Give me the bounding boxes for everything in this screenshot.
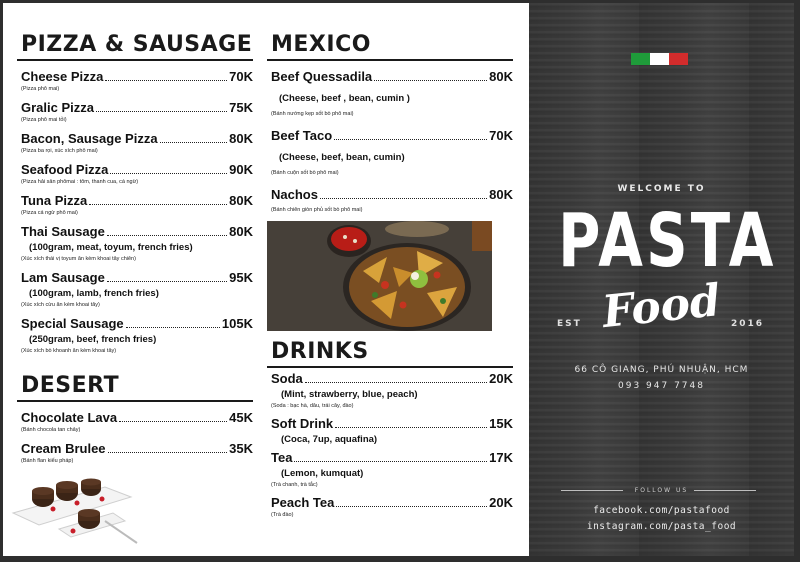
item-subtitle: (Pizza phô mai tỏi) bbox=[21, 117, 67, 123]
address: 66 CÔ GIANG, PHÚ NHUẬN, HCM bbox=[574, 365, 749, 375]
item-price: 80K bbox=[229, 193, 253, 208]
item-description: (100gram, meat, toyum, french fries) bbox=[29, 242, 193, 253]
section-title-desert: DESERT bbox=[17, 374, 253, 402]
item-name: Soda bbox=[271, 371, 303, 386]
menu-item-seafood-pizza bbox=[17, 162, 253, 186]
item-subtitle: (Pizza cá ngừ phô mai) bbox=[21, 210, 78, 216]
pizza-sausage-section bbox=[17, 33, 253, 61]
nachos-photo bbox=[267, 221, 492, 331]
item-price: 45K bbox=[229, 410, 253, 425]
instagram-link[interactable]: instagram.com/pasta_food bbox=[586, 521, 737, 532]
follow-us-label: FOLLOW US bbox=[634, 487, 689, 494]
item-price: 20K bbox=[489, 495, 513, 510]
item-subtitle: (Bánh chiên giòn phủ sốt bò phô mai) bbox=[271, 207, 363, 213]
menu-item-bacon-sausage-pizza bbox=[17, 131, 253, 155]
item-price: 75K bbox=[229, 100, 253, 115]
item-description: (Mint, strawberry, blue, peach) bbox=[281, 389, 418, 400]
menu-item-soft-drink bbox=[267, 416, 513, 446]
item-name: Soft Drink bbox=[271, 416, 334, 431]
item-name: Chocolate Lava bbox=[21, 410, 118, 425]
section-title-pizza: PIZZA & SAUSAGE bbox=[17, 33, 253, 61]
mexico-section bbox=[267, 33, 513, 61]
item-name: Cheese Pizza bbox=[21, 69, 104, 84]
item-subtitle: (Bánh cuộn sốt bò phô mai) bbox=[271, 170, 339, 176]
menu-item-beef-taco bbox=[267, 128, 513, 177]
menu-item-beef-quessadila bbox=[267, 69, 513, 118]
item-price: 80K bbox=[229, 131, 253, 146]
item-subtitle: (Pizza phô mai) bbox=[21, 86, 60, 92]
menu-item-lam-sausage bbox=[17, 270, 253, 309]
item-name: Nachos bbox=[271, 187, 318, 202]
item-price: 17K bbox=[489, 450, 513, 465]
item-subtitle: (Bánh nướng kẹp sốt bò phô mai) bbox=[271, 111, 354, 117]
item-price: 80K bbox=[489, 187, 513, 202]
item-name: Thai Sausage bbox=[21, 224, 105, 239]
welcome-text: WELCOME TO bbox=[617, 184, 706, 194]
item-price: 70K bbox=[489, 128, 513, 143]
item-name: Tea bbox=[271, 450, 293, 465]
item-subtitle: (Pizza ba rọi, xúc xích phô mai) bbox=[21, 148, 98, 154]
facebook-link[interactable]: facebook.com/pastafood bbox=[593, 505, 730, 516]
item-price: 20K bbox=[489, 371, 513, 386]
item-subtitle: (Pizza hải sản phômai : tôm, thanh cua, cá ngừ) bbox=[21, 179, 139, 185]
divider-right bbox=[694, 490, 756, 491]
item-subtitle: (Xúc xích bò khoanh ăn kèm khoai tây) bbox=[21, 348, 117, 354]
menu-item-peach-tea bbox=[267, 495, 513, 519]
item-subtitle: (Xúc xích thái vị toyum ăn kèm khoai tây chiên) bbox=[21, 256, 136, 262]
item-name: Beef Quessadila bbox=[271, 69, 373, 84]
item-description: (250gram, beef, french fries) bbox=[29, 334, 157, 345]
brand-script: Food bbox=[599, 274, 723, 339]
menu-item-gralic-pizza bbox=[17, 100, 253, 124]
item-description: (Coca, 7up, aquafina) bbox=[281, 434, 378, 445]
item-price: 15K bbox=[489, 416, 513, 431]
phone-number: 093 947 7748 bbox=[618, 381, 705, 391]
item-name: Bacon, Sausage Pizza bbox=[21, 131, 158, 146]
item-name: Gralic Pizza bbox=[21, 100, 94, 115]
dessert-photo bbox=[9, 477, 143, 547]
item-description: (Lemon, kumquat) bbox=[281, 468, 364, 479]
item-name: Special Sausage bbox=[21, 316, 124, 331]
menu-item-special-sausage bbox=[17, 316, 253, 355]
italian-flag-icon bbox=[631, 53, 688, 65]
brand-name: PASTA bbox=[558, 198, 777, 284]
item-name: Tuna Pizza bbox=[21, 193, 88, 208]
menu-item-chocolate-lava bbox=[17, 410, 253, 434]
item-price: 35K bbox=[229, 441, 253, 456]
item-price: 80K bbox=[229, 224, 253, 239]
item-description: (100gram, lamb, french fries) bbox=[29, 288, 159, 299]
desert-section bbox=[17, 374, 253, 402]
menu-item-thai-sausage bbox=[17, 224, 253, 263]
item-price: 95K bbox=[229, 270, 253, 285]
item-name: Lam Sausage bbox=[21, 270, 105, 285]
menu-item-cheese-pizza bbox=[17, 69, 253, 93]
item-subtitle: (Bánh chocola tan chảy) bbox=[21, 427, 81, 433]
menu-item-tea bbox=[267, 450, 513, 489]
menu-item-tuna-pizza bbox=[17, 193, 253, 217]
item-price: 105K bbox=[221, 316, 253, 331]
item-subtitle: (Soda : bạc hà, dâu, trái cây, đào) bbox=[271, 403, 354, 409]
item-subtitle: (Xúc xích cừu ăn kèm khoai tây) bbox=[21, 302, 100, 308]
menu-item-nachos bbox=[267, 187, 513, 214]
item-name: Seafood Pizza bbox=[21, 162, 109, 177]
item-price: 80K bbox=[489, 69, 513, 84]
item-name: Peach Tea bbox=[271, 495, 335, 510]
item-subtitle: (Trà chanh, trà tắc) bbox=[271, 482, 318, 488]
item-price: 90K bbox=[229, 162, 253, 177]
item-price: 70K bbox=[229, 69, 253, 84]
est-label: EST bbox=[557, 319, 582, 329]
item-description: (Cheese, beef , bean, cumin ) bbox=[279, 93, 410, 104]
menu-item-cream-brulee bbox=[17, 441, 253, 465]
menu-item-soda bbox=[267, 371, 513, 410]
item-subtitle: (Trà đào) bbox=[271, 512, 294, 518]
drinks-section bbox=[267, 340, 513, 368]
section-title-mexico: MEXICO bbox=[267, 33, 513, 61]
item-name: Cream Brulee bbox=[21, 441, 106, 456]
item-name: Beef Taco bbox=[271, 128, 333, 143]
brand-panel bbox=[529, 3, 794, 556]
est-year: 2016 bbox=[730, 319, 764, 329]
section-title-drinks: DRINKS bbox=[267, 340, 513, 368]
item-subtitle: (Bánh flan kiểu pháp) bbox=[21, 458, 74, 464]
item-description: (Cheese, beef, bean, cumin) bbox=[279, 152, 405, 163]
menu-page bbox=[3, 3, 794, 556]
